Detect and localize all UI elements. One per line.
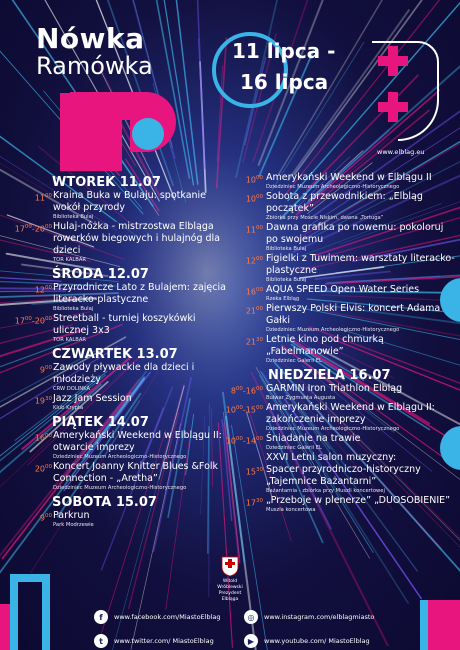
event-name: Amerykański Weekend w Elblągu II <box>266 172 432 183</box>
instagram-link[interactable] <box>244 610 374 624</box>
event-item <box>16 282 226 313</box>
event-place: Dziedziniec Galerii EL <box>266 445 322 451</box>
event-name: „Przeboje w plenerze” „DUOSOBIENIE” <box>266 495 451 506</box>
event-name: XXVI Letni salon muzyczny: <box>266 452 397 463</box>
date-end: 16 lipca <box>240 70 329 94</box>
event-time: $15^{30}$ <box>245 467 263 477</box>
day-heading: SOBOTA 15.07 <box>52 495 157 510</box>
cyan-bar-bottom-right <box>420 600 428 650</box>
event-item <box>16 461 226 492</box>
event-name: AQUA SPEED Open Water Series <box>266 284 420 295</box>
website-link[interactable]: www.elblag.eu <box>377 148 425 156</box>
event-time: $11^{00}$ <box>34 193 52 203</box>
event-item <box>16 313 226 344</box>
event-item <box>230 464 455 495</box>
event-place: Rzeka Elbląg <box>266 296 300 302</box>
date-range <box>232 36 335 98</box>
day-heading: WTOREK 11.07 <box>52 175 161 190</box>
event-place: Dziedziniec Muzeum Archeologiczno-Historycznego <box>53 485 187 491</box>
event-time: $16^{00}$ <box>34 433 52 443</box>
event-place: Dziedziniec Muzeum Archeologiczno-Historycznego <box>266 426 400 432</box>
event-name: Jazz Jam Session <box>53 393 132 404</box>
event-item <box>225 402 455 433</box>
event-place: Zbiórka przy Moście Niskim, dawna „Tortuga” <box>266 215 384 221</box>
event-item <box>16 393 226 412</box>
youtube-url: www.youtube.com/ MiastoElblag <box>264 637 370 645</box>
event-time: $10^{00}$ <box>245 175 263 185</box>
event-place: Klub Krypta <box>53 405 84 411</box>
event-place: Biblioteka Bulaj <box>266 277 307 283</box>
event-place: TOR KALBAR <box>53 257 86 263</box>
event-name: Koncert Joanny Knitter Blues &Folk Connection - „Aretha” <box>53 461 219 484</box>
event-item <box>230 452 455 464</box>
event-place: Biblioteka Bulaj <box>53 214 94 220</box>
event-name: Kraina Buka w Bulaju: spotkanie wokół przyrody <box>53 190 207 213</box>
event-item <box>230 222 455 253</box>
event-name: Figielki z Tuwimem: warsztaty literacko-plastyczne <box>266 253 455 276</box>
event-item <box>230 303 455 334</box>
event-item <box>16 430 226 461</box>
schedule-right-column <box>225 172 455 514</box>
event-name: Amerykański Weekend w Elblągu II: zakończenie imprezy <box>266 402 435 425</box>
event-time: $10^{00}-14^{00}$ <box>225 436 263 446</box>
event-name: Pierwszy Polski Elvis: koncert Adama Gałki <box>266 303 441 326</box>
event-place: Bażantarnia - zbiórka przy Muszli koncertowej <box>266 488 385 494</box>
event-name: Śniadanie na trawie <box>266 433 361 444</box>
schedule-left-column <box>16 172 226 529</box>
pink-corner-bottom-right <box>428 600 460 650</box>
event-time: $12^{00}$ <box>34 285 52 295</box>
event-time: $8^{00}-16^{00}$ <box>230 386 263 396</box>
event-item <box>225 433 455 452</box>
event-time: $16^{00}$ <box>245 287 263 297</box>
event-name: GARMIN Iron Triathlon Elbląg <box>266 383 403 394</box>
day-heading: ŚRODA 12.07 <box>52 267 149 282</box>
event-time: $10^{00}-15^{00}$ <box>225 405 263 415</box>
event-time: $12^{00}$ <box>245 256 263 266</box>
twitter-icon: t <box>94 634 108 648</box>
event-name: Hulaj-nóżka - mistrzostwa Elbląga rowerków biegowych i hulajnóg dla dzieci <box>53 221 220 256</box>
event-time: $17^{00}-20^{00}$ <box>14 316 52 326</box>
cyan-circle-left <box>132 118 164 150</box>
crest-shield-icon <box>221 556 239 576</box>
event-name: Sobota z przewodnikiem: „Elbląg początek” <box>266 191 423 214</box>
youtube-icon: ▶ <box>244 634 258 648</box>
event-name: Dawna grafika po nowemu: pokoloruj po swojemu <box>266 222 444 245</box>
event-time: $17^{30}$ <box>245 498 263 508</box>
event-place: Biblioteka Bulaj <box>53 306 94 312</box>
event-time: $21^{00}$ <box>245 306 263 316</box>
event-item <box>16 221 226 264</box>
facebook-icon: f <box>94 610 108 624</box>
event-name: Zawody pływackie dla dzieci i młodzieży <box>53 362 195 385</box>
event-place: TOR KALBAR <box>53 337 86 343</box>
event-place: Biblioteka Bulaj <box>266 246 307 252</box>
title-nowka: Nówka <box>36 22 145 55</box>
event-place: Bulwar Zygmunta Augusta <box>266 395 336 401</box>
instagram-icon: ◎ <box>244 610 258 624</box>
event-item <box>16 510 226 529</box>
day-heading: PIĄTEK 14.07 <box>52 415 149 430</box>
event-item <box>230 191 455 222</box>
event-item <box>230 172 455 191</box>
twitter-link[interactable] <box>94 634 214 648</box>
event-name: Amerykański Weekend w Elblągu II: otwarcie imprezy <box>53 430 222 453</box>
instagram-url: www.instagram.com/elblagmiasto <box>264 613 375 621</box>
event-place: Dziedziniec Muzeum Archeologiczno-Historycznego <box>266 184 400 190</box>
event-item <box>16 190 226 221</box>
event-time: $19^{30}$ <box>34 396 52 406</box>
event-place: Dziedziniec Galerii EL <box>266 358 322 364</box>
event-name: Parkrun <box>53 510 90 521</box>
facebook-url: www.facebook.com/MiastoElblag <box>114 613 221 621</box>
twitter-url: www.twitter.com/ MiastoElblag <box>114 637 214 645</box>
city-crest <box>212 556 248 603</box>
event-time: $10^{00}$ <box>245 194 263 204</box>
event-place: Dziedziniec Muzeum Archeologiczno-Historycznego <box>266 327 400 333</box>
event-name: Letnie kino pod chmurką „Fabelmanowie” <box>266 334 384 357</box>
event-time: $9^{00}$ <box>39 513 52 523</box>
event-item <box>16 362 226 393</box>
day-heading: CZWARTEK 13.07 <box>52 347 178 362</box>
event-item <box>230 495 455 514</box>
event-place: Park Modrzewie <box>53 522 94 528</box>
youtube-link[interactable] <box>244 634 370 648</box>
crest-role: Prezydent Elbląga <box>218 591 242 602</box>
event-name: Streetball - turniej koszykówki ulicznej 3x3 <box>53 313 196 336</box>
event-place: CRW DOLINKA <box>53 386 91 392</box>
pink-bar-bottom-left <box>0 604 10 650</box>
event-item <box>230 284 455 303</box>
title-ramowka: Ramówka <box>36 52 153 80</box>
facebook-link[interactable] <box>94 610 221 624</box>
event-time: $17^{00}-20^{00}$ <box>14 224 52 234</box>
event-item <box>230 253 455 284</box>
event-time: $11^{00}$ <box>245 225 263 235</box>
event-time: $20^{00}$ <box>34 464 52 474</box>
event-name: Spacer przyrodniczo-historyczny „Tajemnice Bażantarni” <box>266 464 421 487</box>
event-place: Muszla koncertowa <box>266 507 316 513</box>
event-time: $9^{00}$ <box>39 365 52 375</box>
event-time: $21^{30}$ <box>245 337 263 347</box>
event-place: Dziedziniec Muzeum Archeologiczno-Historycznego <box>53 454 187 460</box>
event-item <box>230 383 455 402</box>
event-item <box>230 334 455 365</box>
crest-name: Witold Wróblewski <box>217 579 243 590</box>
date-start: 11 lipca - <box>232 39 336 63</box>
day-heading: NIEDZIELA 16.07 <box>268 368 391 383</box>
event-name: Przyrodnicze Lato z Bulajem: zajęcia literacko-plastyczne <box>53 282 226 305</box>
